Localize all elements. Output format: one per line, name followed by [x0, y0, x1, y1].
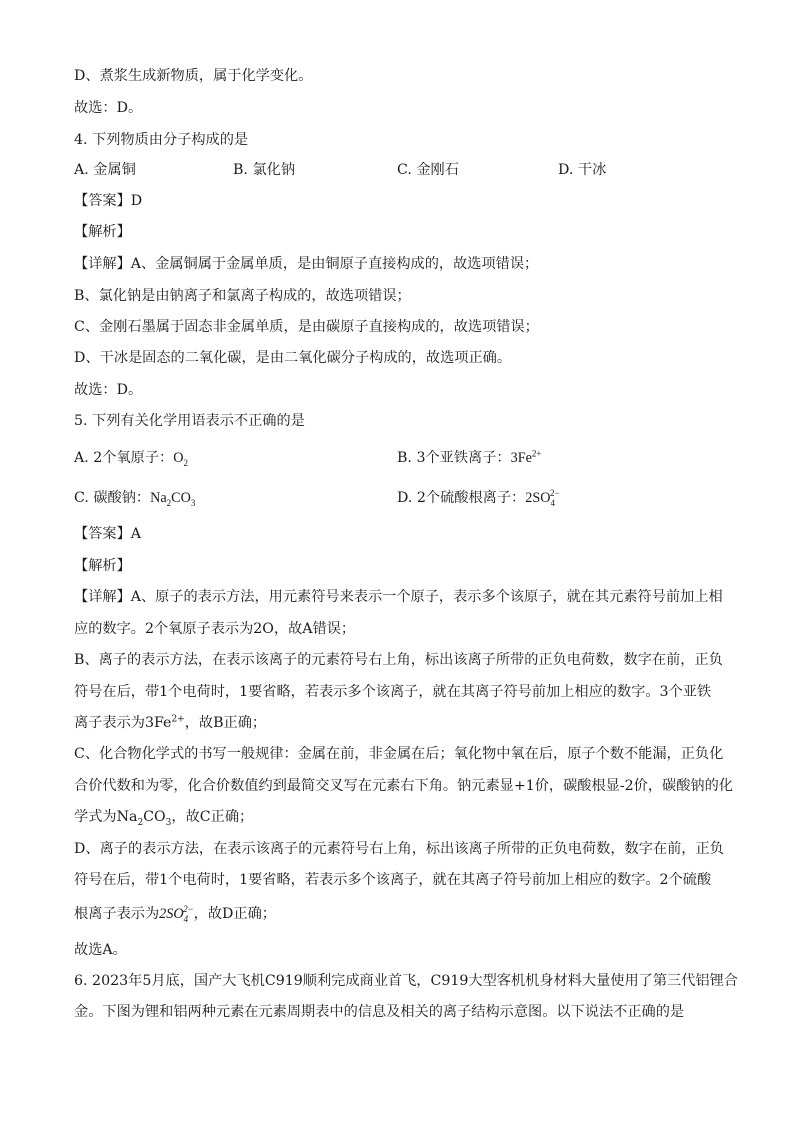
text-line: 符号在后，带1个电荷时，1要省略，若表示多个该离子，就在其离子符号前加上相应的数字。3个亚铁: [74, 684, 712, 700]
option-c: C. 金刚石: [397, 162, 459, 178]
text-line: 离子表示为$3Fe^{2+}$，故B正确；: [74, 714, 267, 731]
text-line: 合价代数和为零，化合价数值约到最简交叉写在元素右下角。钠元素显+1价，碳酸根显-2价，碳酸钠的化: [74, 778, 733, 794]
question-stem: 5. 下列有关化学用语表示不正确的是: [74, 413, 305, 429]
option-a: A. 2个氧原子：$O_2$: [74, 450, 188, 468]
options-row: [0, 448, 794, 470]
text-line: B、离子的表示方法，在表示该离子的元素符号右上角，标出该离子所带的正负电荷数，数字在前，正负: [74, 652, 723, 668]
text-line: 根离子表示为$2SO_4^{2-}$，故D正确；: [74, 904, 276, 924]
option-c: C. 碳酸钠：$Na_2CO_3$: [74, 490, 196, 508]
option-b: B. 氯化钠: [233, 162, 296, 178]
text-line: 故选：D。: [74, 100, 143, 116]
text-line: 学式为$Na_2CO_3$，故C正确；: [74, 809, 254, 828]
text-line: 【详解】A、金属铜属于金属单质，是由铜原子直接构成的，故选项错误；: [74, 256, 539, 272]
options-row: [0, 488, 794, 510]
text-line: D、离子的表示方法，在表示该离子的元素符号右上角，标出该离子所带的正负电荷数，数字在前，正负: [74, 841, 724, 857]
question-stem: 4. 下列物质由分子构成的是: [74, 132, 249, 148]
analysis-heading: 【解析】: [74, 558, 131, 574]
text-line: D、干冰是固态的二氧化碳，是由二氧化碳分子构成的，故选项正确。: [74, 350, 512, 366]
answer-line: 【答案】A: [74, 526, 141, 542]
answer-line: 【答案】D: [74, 193, 143, 209]
option-a: A. 金属铜: [74, 162, 136, 178]
text-line: 【详解】A、原子的表示方法，用元素符号来表示一个原子，表示多个该原子，就在其元素符号前加上相: [74, 589, 723, 605]
text-line: C、金刚石墨属于固态非金属单质，是由碳原子直接构成的，故选项错误；: [74, 319, 539, 335]
text-line: 符号在后，带1个电荷时，1要省略，若表示多个该离子，就在其离子符号前加上相应的数字。2个硫酸: [74, 872, 712, 888]
text-line: B、氯化钠是由钠离子和氯离子构成的，故选项错误；: [74, 288, 411, 304]
text-line: 故选：D。: [74, 382, 143, 398]
question-stem: 6. 2023年5月底，国产大飞机C919顺利完成商业首飞，C919大型客机机身材料大量使用了第三代铝锂合: [74, 973, 738, 989]
option-b: B. 3个亚铁离子：$3Fe^{2+}$: [397, 448, 542, 466]
analysis-heading: 【解析】: [74, 224, 131, 240]
text-line: 故选A。: [74, 942, 127, 958]
text-line: 金。下图为锂和铝两种元素在元素周期表中的信息及相关的离子结构示意图。以下说法不正确的是: [74, 1004, 685, 1020]
text-line: D、煮浆生成新物质，属于化学变化。: [74, 68, 313, 84]
text-line: C、化合物化学式的书写一般规律：金属在前，非金属在后；氧化物中氧在后，原子个数不能漏，正负化: [74, 746, 724, 762]
text-line: 应的数字。2个氧原子表示为2O，故A错误；: [74, 621, 356, 637]
options-row: [0, 160, 794, 180]
option-d: D. 2个硫酸根离子：$2SO_4^{2-}$: [397, 488, 560, 508]
option-d: D. 干冰: [558, 162, 607, 178]
